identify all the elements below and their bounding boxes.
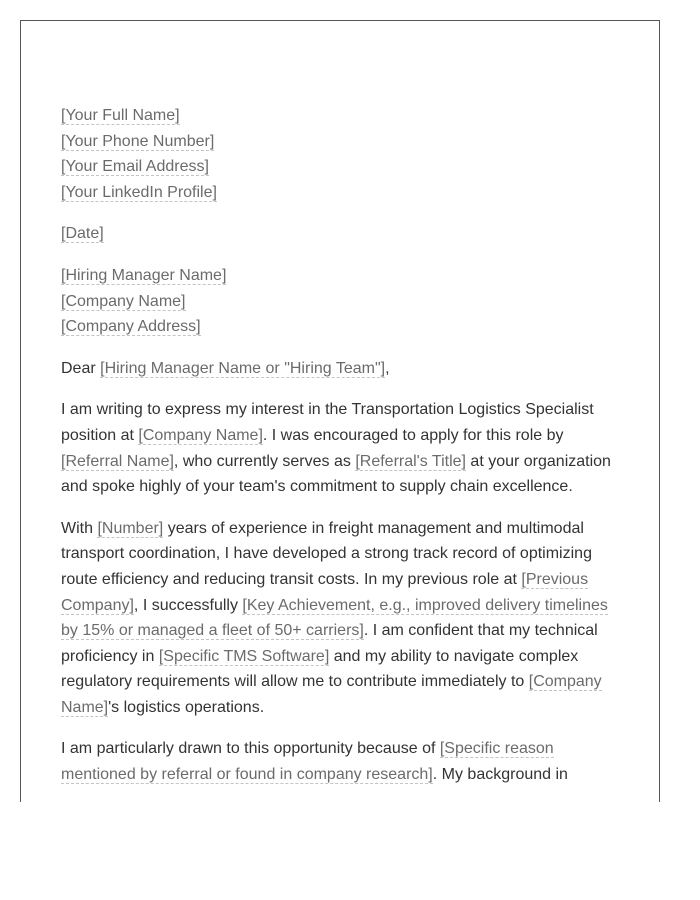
para1-text-2: . I was encouraged to apply for this role by: [262, 426, 564, 444]
letter-page: [20, 20, 660, 802]
sender-block: [61, 103, 621, 205]
para2-text-3: , I successfully: [133, 596, 243, 614]
para2-text-5: and my ability to navigate complex regulatory requirements will allow me to contribute immediately to: [61, 647, 579, 691]
recipient-company: [Company Name]: [61, 292, 186, 310]
para1-text-3: , who currently serves as: [173, 452, 356, 470]
letter-date: [Date]: [61, 225, 104, 243]
salutation-name: [Hiring Manager Name or "Hiring Team"]: [100, 359, 386, 377]
para2-text-1: With: [61, 519, 98, 537]
letter-content: [61, 103, 621, 788]
para1-text-4: at your organization and spoke highly of your team's commitment to supply chain excellence.: [61, 452, 611, 496]
para2-previous-company-placeholder: [Previous Company]: [61, 570, 589, 614]
paragraph-motivation: [61, 736, 621, 787]
para1-text-1: I am writing to express my interest in the Transportation Logistics Specialist position at: [61, 401, 594, 444]
para2-text-6: 's logistics operations.: [108, 698, 265, 716]
date-block: [61, 221, 621, 247]
para2-tms-software-placeholder: [Specific TMS Software]: [158, 647, 330, 665]
para1-company-placeholder: [Company Name]: [138, 426, 263, 444]
recipient-address: [Company Address]: [61, 318, 201, 336]
para3-reason-placeholder: [Specific reason mentioned by referral or found in company research]: [61, 740, 554, 784]
para2-company-placeholder: [Company Name]: [61, 673, 602, 716]
para1-referral-name-placeholder: [Referral Name]: [61, 452, 174, 470]
para2-text-4: . I am confident that my technical proficiency in: [61, 622, 598, 665]
paragraph-experience: [61, 516, 621, 721]
salutation-prefix: Dear: [61, 359, 101, 377]
para3-text-2: . My background in: [432, 766, 568, 784]
recipient-manager: [Hiring Manager Name]: [61, 266, 227, 284]
recipient-block: [61, 263, 621, 340]
para2-text-2: years of experience in freight management and multimodal transport coordination, I have developed a strong track record of optimizing route efficiency and reducing transit costs. In my previous role at: [61, 519, 592, 588]
salutation: [61, 356, 621, 382]
para2-achievement-placeholder: [Key Achievement, e.g., improved delivery timelines by 15% or managed a fleet of 50+ carriers]: [61, 596, 608, 640]
salutation-suffix: ,: [385, 359, 390, 377]
sender-linkedin: [Your LinkedIn Profile]: [61, 183, 217, 201]
paragraph-intro: [61, 397, 621, 499]
sender-phone: [Your Phone Number]: [61, 132, 215, 150]
sender-email: [Your Email Address]: [61, 158, 209, 176]
para1-referral-title-placeholder: [Referral's Title]: [355, 452, 466, 470]
para2-number-placeholder: [Number]: [97, 519, 164, 537]
sender-full-name: [Your Full Name]: [61, 107, 180, 124]
para3-text-1: I am particularly drawn to this opportunity because of: [61, 740, 440, 758]
